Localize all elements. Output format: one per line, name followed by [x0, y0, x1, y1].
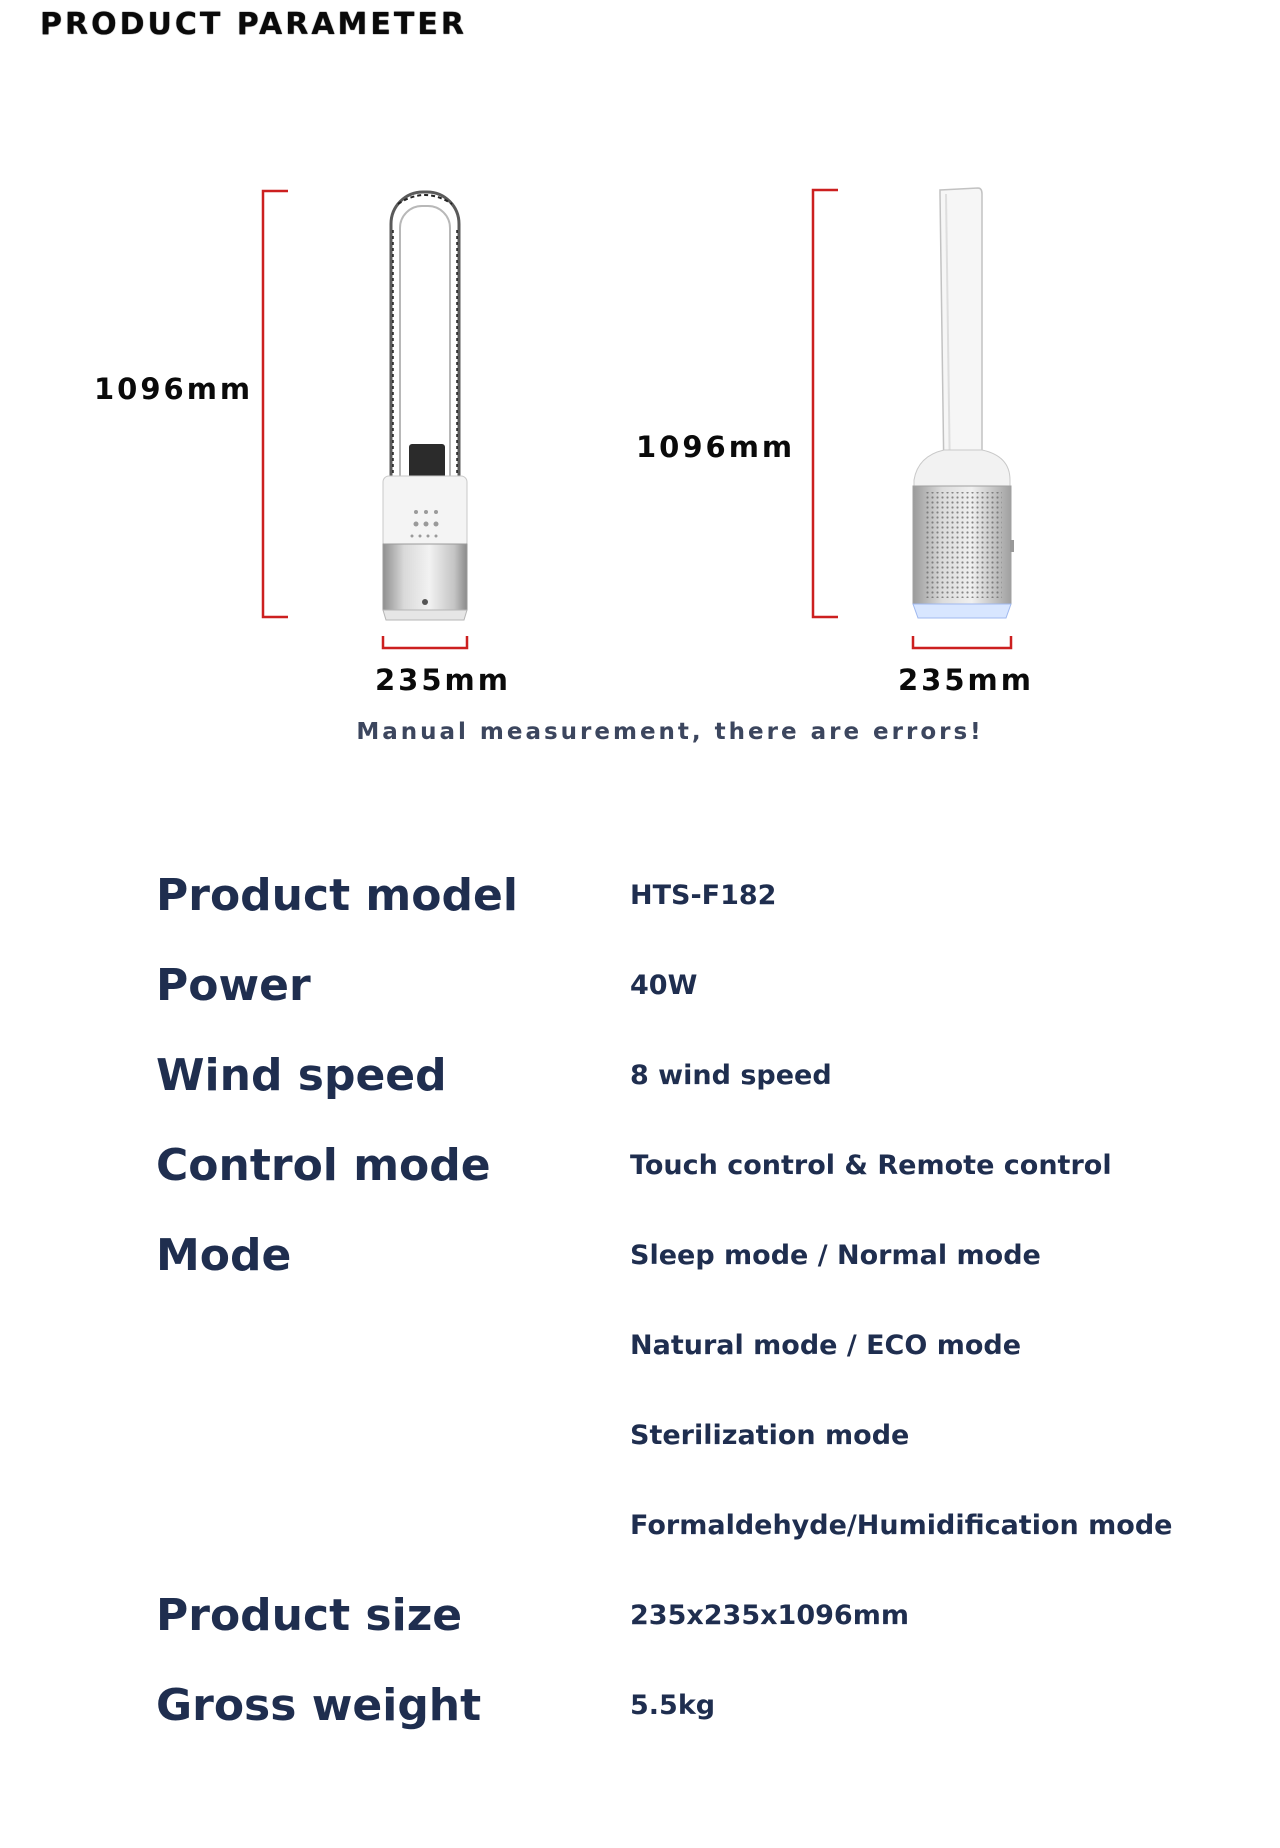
spec-value-mode-2: Natural mode / ECO mode — [630, 1330, 1022, 1361]
spec-value-gross-weight: 5.5kg — [630, 1690, 716, 1721]
spec-value-control-mode: Touch control & Remote control — [630, 1150, 1112, 1181]
spec-label-mode: Mode — [156, 1230, 292, 1281]
spec-label-gross-weight: Gross weight — [156, 1680, 482, 1731]
spec-label-control-mode: Control mode — [156, 1140, 491, 1191]
spec-label-product-model: Product model — [156, 870, 518, 921]
front-view-figure — [250, 180, 510, 660]
spec-label-product-size: Product size — [156, 1590, 463, 1641]
side-base-foot — [913, 604, 1011, 618]
front-height-bracket — [263, 191, 288, 617]
spec-value-power: 40W — [630, 970, 698, 1001]
spec-value-wind-speed: 8 wind speed — [630, 1060, 832, 1091]
spec-value-mode-1: Sleep mode / Normal mode — [630, 1240, 1041, 1271]
spec-value-mode-4: Formaldehyde/Humidification mode — [630, 1510, 1173, 1541]
side-height-bracket — [813, 190, 838, 617]
spec-label-power: Power — [156, 960, 311, 1011]
spec-value-product-size: 235x235x1096mm — [630, 1600, 909, 1631]
spec-value-mode-3: Sterilization mode — [630, 1420, 910, 1451]
spec-value-product-model: HTS-F182 — [630, 880, 777, 911]
side-width-bracket — [913, 636, 1011, 648]
front-base-foot — [383, 610, 467, 620]
front-width-label: 235mm — [375, 663, 511, 697]
measurement-note: Manual measurement, there are errors! — [356, 719, 984, 745]
side-view-figure — [800, 180, 1060, 660]
spec-label-wind-speed: Wind speed — [156, 1050, 447, 1101]
side-width-label: 235mm — [898, 663, 1034, 697]
front-width-bracket — [383, 636, 467, 648]
front-height-label: 1096mm — [94, 372, 254, 406]
side-height-label: 1096mm — [636, 430, 796, 464]
page-title: PRODUCT PARAMETER — [40, 7, 467, 42]
side-shoulder — [914, 450, 1010, 490]
